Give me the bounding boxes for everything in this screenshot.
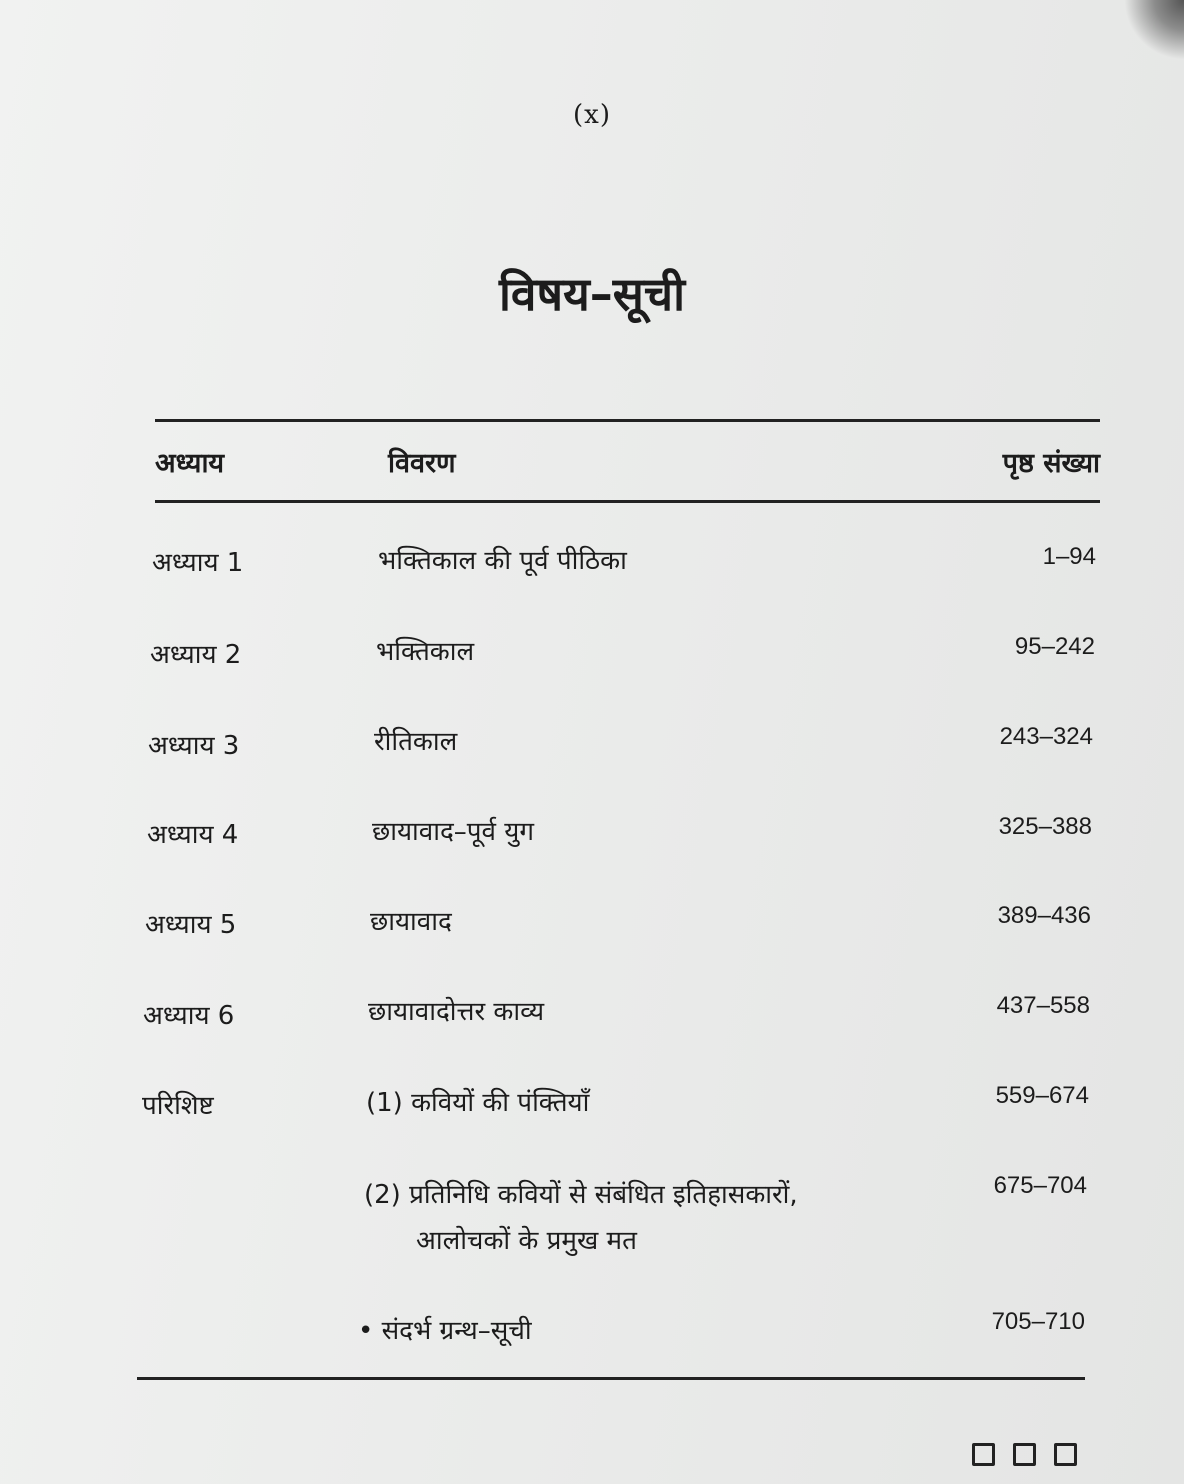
row-pages: 705–710: [991, 1308, 1085, 1335]
row-description: • संदर्भ ग्रन्थ–सूची: [358, 1316, 532, 1346]
row-chapter: अध्याय 4: [147, 820, 239, 850]
row-pages: 437–558: [996, 992, 1090, 1019]
end-marks: [972, 1443, 1077, 1466]
row-description: भक्तिकाल की पूर्व पीठिका: [378, 546, 627, 576]
table-bottom-rule: [137, 1377, 1085, 1380]
row-description: छायावाद: [370, 907, 452, 937]
row-pages: 325–388: [998, 813, 1092, 840]
row-description: (2) प्रतिनिधि कवियों से संबंधित इतिहासकारों,: [364, 1180, 798, 1210]
row-pages: 675–704: [993, 1172, 1087, 1199]
row-description: (1) कवियों की पंक्तियाँ: [366, 1088, 590, 1118]
row-description: छायावाद–पूर्व युग: [372, 817, 534, 847]
row-chapter: अध्याय 2: [150, 640, 242, 670]
header-description: विवरण: [388, 448, 456, 479]
row-description-line2: आलोचकों के प्रमुख मत: [416, 1226, 637, 1256]
row-chapter: अध्याय 3: [148, 731, 240, 761]
row-pages: 389–436: [997, 902, 1091, 929]
table-top-rule: [155, 419, 1100, 422]
square-mark-icon: [1013, 1443, 1036, 1466]
row-chapter: अध्याय 1: [152, 548, 244, 578]
table-header-rule: [155, 500, 1100, 503]
square-mark-icon: [972, 1443, 995, 1466]
page-number: (x): [573, 100, 611, 130]
row-pages: 559–674: [995, 1082, 1089, 1109]
row-description: छायावादोत्तर काव्य: [368, 997, 545, 1027]
header-chapter: अध्याय: [155, 448, 225, 479]
row-chapter: अध्याय 6: [143, 1001, 235, 1031]
row-description: भक्तिकाल: [376, 637, 475, 667]
row-chapter: अध्याय 5: [145, 910, 237, 940]
row-pages: 1–94: [1042, 543, 1096, 570]
row-pages: 95–242: [1014, 633, 1095, 660]
page-title: विषय–सूची: [499, 267, 685, 321]
row-chapter: परिशिष्ट: [142, 1091, 214, 1121]
square-mark-icon: [1054, 1443, 1077, 1466]
row-description: रीतिकाल: [374, 727, 458, 757]
page-corner-shadow: [1124, 0, 1184, 60]
header-pages: पृष्ठ संख्या: [1002, 448, 1100, 479]
row-pages: 243–324: [999, 723, 1093, 750]
